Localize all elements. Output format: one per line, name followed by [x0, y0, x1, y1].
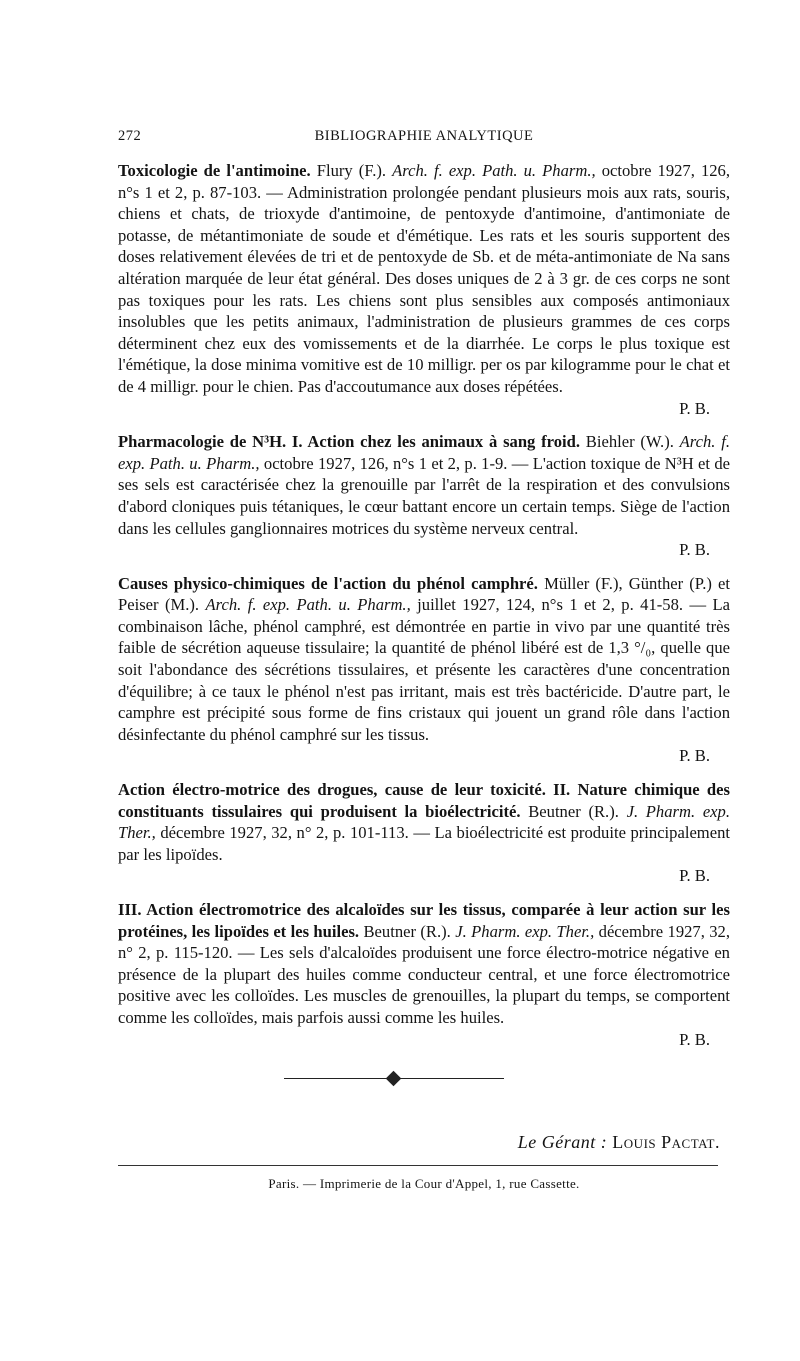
article-body: Administration prolongée pendant plusieurs mois aux rats, souris, chiens et chats, de trioxyde d'antimoine, de pentoxyde d'antimoine, d'antimoniate de potasse, de métantimoniate de soude et d'émétique. Les rats et les souris supportent des doses relativement élevées de tri et de pentoxyde de Sb. et de méta-antimoniate de Na sans altération marquée de leur état général. Des doses uniques de 2 à 3 gr. de ces corps ne sont pas toxiques pour les rats. Les chiens sont plus sensibles aux composés antimoniaux insolubles que les petits animaux, l'administration de plusieurs grammes de ces corps déterminent chez eux des vomissements et de la diarrhée. Le corps le plus toxique est l'émétique, la dose minima vomitive est de 10 milligr. per os par kilogramme pour le chat et de 4 milligr. pour le chien. Pas d'accoutumance aux doses répétées.: [118, 182, 730, 396]
article-author: Müller (F.), Günther (P.) et Peiser (M.).: [118, 573, 730, 615]
article-citation: décembre 1927, 32, n° 2, p. 115-120. —: [118, 921, 730, 963]
article-body: La combinaison lâche, phénol camphré, est démontrée en partie in vivo par une quantité très faible de sécrétion aqueuse tissulaire; la quantité de phénol libéré est de 1,3 °/₀, quelle que soit l'abondance des sécrétions tissulaires, et présente les caractères d'une concentration d'équilibre; à ce taux le phénol n'est pas irritant, mais est très bactéricide. D'autre part, le camphre est précipité sous forme de fins cristaux qui jouent un grand rôle dans l'action désinfectante du phénol camphré sur les tissus.: [118, 595, 730, 744]
article-author: Biehler (W.).: [585, 432, 674, 452]
article-body: La bioélectricité est produite principalement par les lipoïdes.: [118, 823, 730, 864]
ornamental-rule: [118, 1070, 730, 1088]
diamond-icon: [386, 1071, 402, 1087]
article-4: [118, 779, 730, 887]
article-signature: P. B.: [679, 398, 710, 418]
article-2: [118, 431, 730, 561]
article-journal: Arch. f. exp. Path. u. Pharm.,: [118, 432, 730, 473]
article-title: Pharmacologie de N³H. I. Action chez les animaux à sang froid.: [118, 432, 580, 452]
article-journal: Arch. f. exp. Path. u. Pharm.,: [392, 161, 596, 180]
running-head: [118, 128, 730, 150]
article-title: III. Action électromotrice des alcaloïdes sur les tissus, comparée à leur action sur les protéines, les lipoïdes et les huiles.: [118, 900, 730, 941]
article-3: [118, 573, 730, 767]
article-body: Les sels d'alcaloïdes produisent une force électro-motrice négative en présence de la plupart des huiles comme conducteur central, et une force électromotrice positive avec les colloïdes. Les muscles de grenouilles, la plupart du temps, se comportent comme les colloïdes, mais parfois aussi comme les huiles.: [118, 943, 730, 1027]
article-citation: décembre 1927, 32, n° 2, p. 101-113. —: [160, 823, 430, 843]
article-signature: P. B.: [679, 540, 710, 560]
page-number: 272: [118, 128, 142, 144]
gerant-label: Le Gérant :: [517, 1132, 608, 1153]
article-signature: P. B.: [679, 746, 710, 766]
gerant-line: [118, 1132, 730, 1153]
article-author: Flury (F.).: [316, 161, 387, 180]
article-title: Causes physico-chimiques de l'action du phénol camphré.: [118, 573, 538, 593]
gerant-name: Louis Pactat.: [612, 1132, 720, 1153]
article-title: Toxicologie de l'antimoine.: [118, 161, 311, 180]
article-journal: J. Pharm. exp. Ther.,: [455, 921, 595, 941]
article-journal: Arch. f. exp. Path. u. Pharm.,: [205, 595, 411, 615]
article-author: Beutner (R.).: [363, 921, 451, 941]
article-signature: P. B.: [679, 1029, 710, 1049]
article-title: Action électro-motrice des drogues, cause de leur toxicité. II. Nature chimique des constituants tissulaires qui produisent la bioélectricité.: [118, 780, 730, 821]
article-1: [118, 160, 730, 419]
article-journal: J. Pharm. exp. Ther.,: [118, 801, 730, 843]
article-signature: P. B.: [679, 866, 710, 886]
article-citation: octobre 1927, 126, n°s 1 et 2, p. 87-103. —: [118, 161, 730, 202]
running-title: BIBLIOGRAPHIE ANALYTIQUE: [314, 128, 534, 144]
article-citation: juillet 1927, 124, n°s 1 et 2, p. 41-58. —: [417, 595, 707, 615]
article-body: L'action toxique de N³H et de ses sels est caractérisée chez la grenouille par l'arrêt de la respiration et des convulsions d'abord cloniques puis tétaniques, le cœur battant encore un certain temps. Siège de l'action dans les cellules ganglionnaires motrices du système nerveux central.: [118, 453, 730, 538]
article-5: [118, 899, 730, 1050]
journal-page: [118, 128, 730, 1192]
footer-rule: [118, 1165, 718, 1166]
article-citation: octobre 1927, 126, n°s 1 et 2, p. 1-9. —: [263, 453, 529, 473]
article-author: Beutner (R.).: [528, 801, 619, 821]
imprint-line: Paris. — Imprimerie de la Cour d'Appel, 1, rue Cassette.: [268, 1176, 580, 1192]
